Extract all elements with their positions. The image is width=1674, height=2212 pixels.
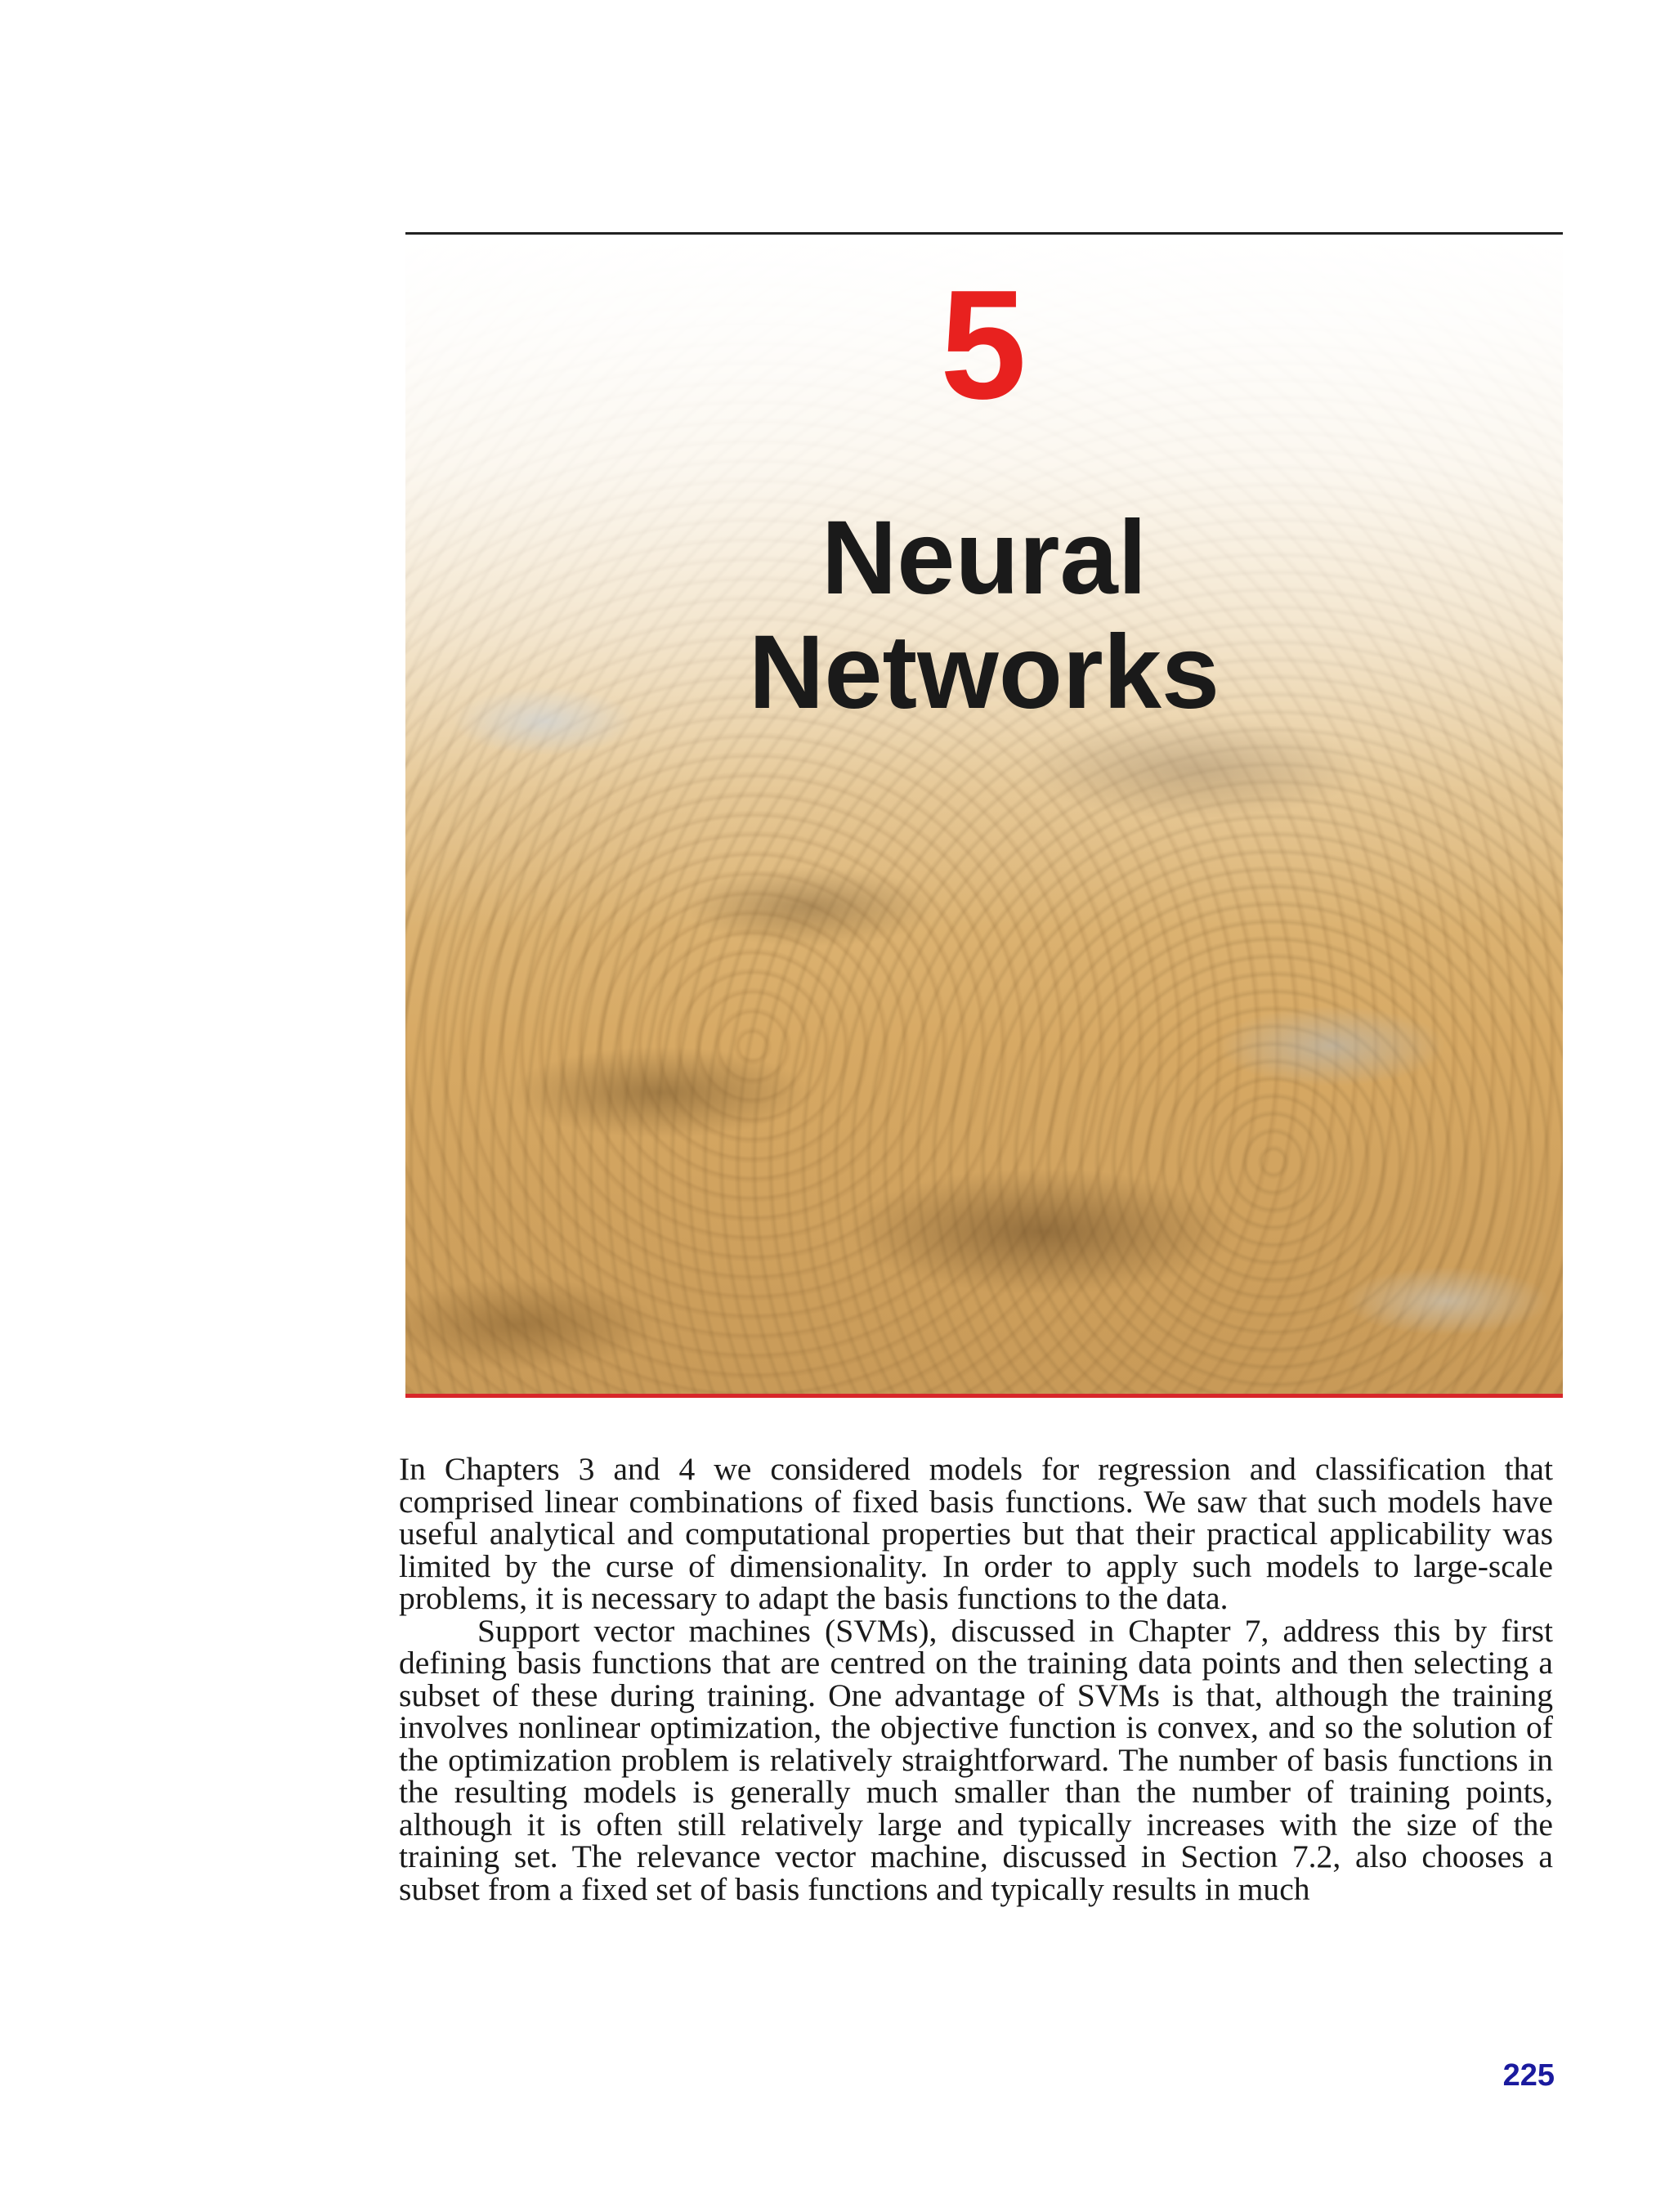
paragraph-1: In Chapters 3 and 4 we considered models for regression and classification that comprised linear combinations of fixed basis functions. We saw that such models have useful analytical and computational properties but that their practical applicability was limited by the curse of dimensionality. In order to apply such models to large-scale problems, it is necessary to adapt the basis functions to the data. xyxy=(399,1451,1553,1616)
accent-rule xyxy=(405,1394,1563,1398)
chapter-title-line-1: Neural xyxy=(821,499,1148,616)
chapter-title-line-2: Networks xyxy=(748,614,1220,731)
body-text xyxy=(399,1453,1553,1905)
chapter-number: 5 xyxy=(940,258,1028,432)
chapter-banner-image xyxy=(405,235,1563,1394)
page-number: 225 xyxy=(1502,2058,1555,2093)
chapter-title xyxy=(405,501,1563,730)
paragraph-2: Support vector machines (SVMs), discussed in Chapter 7, address this by first defining basis functions that are centred on the training data points and then selecting a subset of these during training. One advantage of SVMs is that, although the training involves nonlinear optimization, the objective function is convex, and so the solution of the optimization problem is relatively straightforward. The number of basis functions in the resulting models is generally much smaller than the number of training points, although it is often still relatively large and typically increases with the size of the training set. The relevance vector machine, discussed in Section 7.2, also chooses a subset from a fixed set of basis functions and typically results in much xyxy=(399,1612,1553,1907)
